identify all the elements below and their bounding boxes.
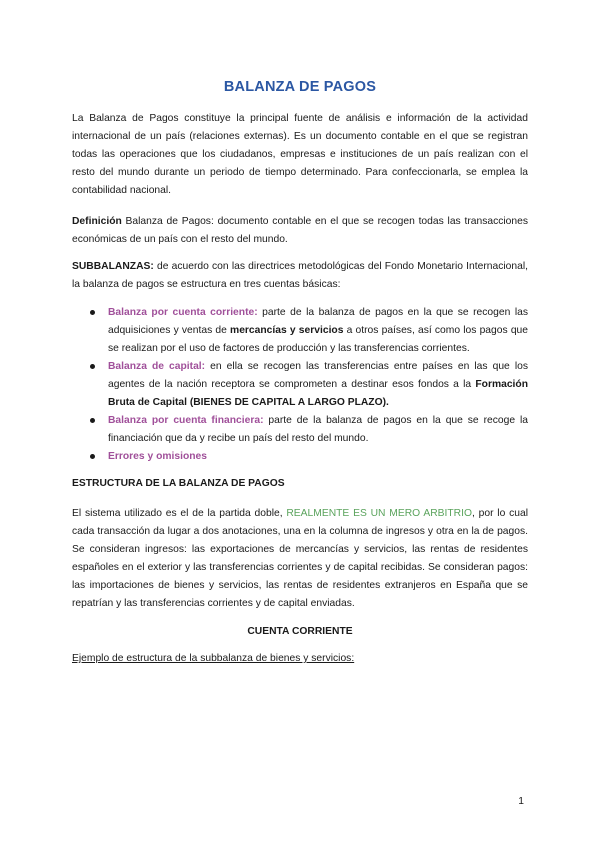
subbalanzas-label: SUBBALANZAS: bbox=[72, 261, 154, 272]
bullet-text-capital: en ella se recogen las transferencias entre países en las que los agentes de la nación receptora se comprometen a destinar esos fondos a la bbox=[108, 361, 529, 390]
bullet-bold-capital: Formación Bruta de Capital (BIENES DE CAPITAL A LARGO PLAZO). bbox=[108, 379, 528, 408]
list-item-errores bbox=[90, 448, 528, 466]
page-number: 1 bbox=[518, 796, 524, 807]
ejemplo-caption: Ejemplo de estructura de la subbalanza de bienes y servicios: bbox=[72, 653, 355, 664]
bullet-icon bbox=[90, 418, 95, 423]
bullet-label-corriente: Balanza por cuenta corriente: bbox=[108, 307, 258, 318]
definition-label: Definición bbox=[72, 216, 122, 227]
estructura-heading: ESTRUCTURA DE LA BALANZA DE PAGOS bbox=[72, 478, 285, 489]
estructura-highlight: REALMENTE ES UN MERO ARBITRIO bbox=[286, 508, 472, 519]
estructura-text-1: El sistema utilizado es el de la partida doble, bbox=[72, 508, 287, 519]
cuenta-corriente-heading: CUENTA CORRIENTE bbox=[247, 626, 353, 637]
bullet-icon bbox=[90, 310, 95, 315]
bullet-label-capital: Balanza de capital: bbox=[108, 361, 206, 372]
subbalanzas-list bbox=[90, 304, 528, 466]
subbalanzas-text: de acuerdo con las directrices metodológicas del Fondo Monetario Internacional, la balanza de pagos se estructura en tres cuentas básicas: bbox=[72, 261, 528, 290]
bullet-label-errores: Errores y omisiones bbox=[108, 451, 208, 462]
subbalanzas-paragraph bbox=[72, 258, 528, 294]
bullet-text-corriente-2: a otros países, así como los pagos que se realizan por el uso de factores de producción y las transferencias corrientes. bbox=[108, 325, 528, 354]
definition-paragraph bbox=[72, 213, 528, 249]
list-item-financiera bbox=[90, 412, 528, 448]
bullet-icon bbox=[90, 364, 95, 369]
estructura-text-2: , por lo cual cada transacción da lugar a dos anotaciones, una en la columna de ingresos y otra en la de pagos. Se consideran ingresos: las exportaciones de mercancías y servicios, las rentas de residentes españoles en el exterior y las transferencias corrientes y de capital recibidas. Se consideran pagos: las importaciones de bienes y servicios, las rentas de residentes extranjeros en España que se repatrían y las transferencias corrientes y de capital enviadas. bbox=[72, 508, 528, 609]
bullet-label-financiera: Balanza por cuenta financiera: bbox=[108, 415, 264, 426]
page-title: BALANZA DE PAGOS bbox=[223, 79, 377, 95]
bullet-icon bbox=[90, 454, 95, 459]
bullet-text-corriente-1: parte de la balanza de pagos en la que se recogen las adquisiciones y ventas de bbox=[108, 307, 528, 336]
intro-paragraph: La Balanza de Pagos constituye la principal fuente de análisis e información de la actividad internacional de un país (relaciones externas). Es un documento contable en el que se registran todas las operaciones que los ciudadanos, empresas e instituciones de un país realizan con el resto del mundo durante un periodo de tiempo determinado. Para confeccionarla, se emplea la contabilidad nacional. bbox=[72, 113, 528, 196]
list-item-cuenta-corriente bbox=[90, 304, 528, 358]
bullet-text-financiera: parte de la balanza de pagos en la que se recoge la financiación que da y recibe un país del resto del mundo. bbox=[108, 415, 528, 444]
definition-text: Balanza de Pagos: documento contable en el que se recogen todas las transacciones económicas de un país con el resto del mundo. bbox=[72, 216, 528, 245]
estructura-paragraph bbox=[72, 505, 528, 613]
bullet-bold-corriente: mercancías y servicios bbox=[230, 325, 344, 336]
list-item-capital bbox=[90, 358, 528, 412]
